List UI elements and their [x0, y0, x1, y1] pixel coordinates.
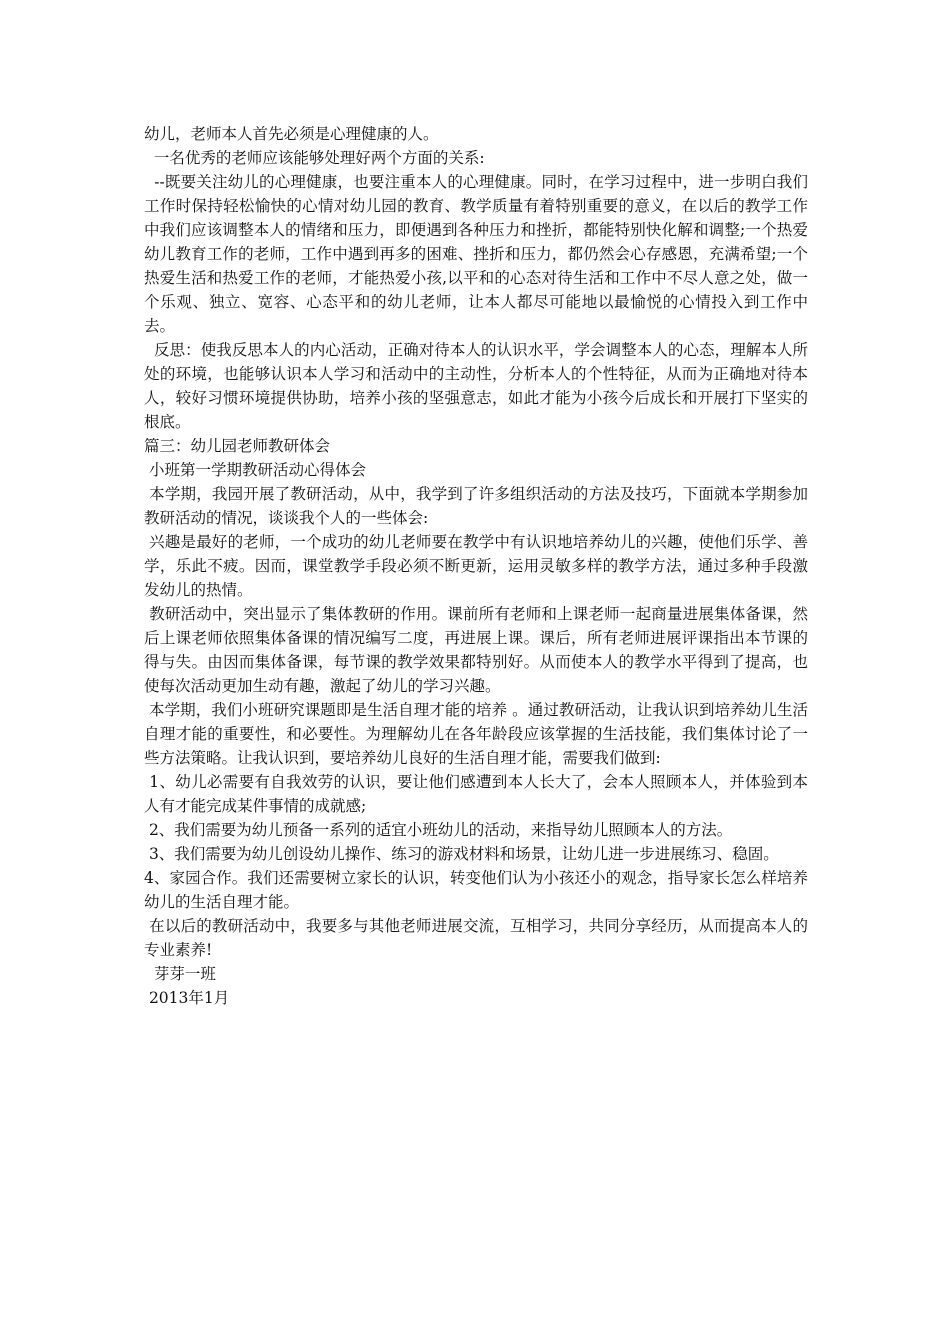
list-item: 2、我们需要为幼儿预备一系列的适宜小班幼儿的活动，来指导幼儿照顾本人的方法。	[144, 821, 733, 839]
signature-class: 芽芽一班	[144, 965, 216, 983]
paragraph: 本学期，我园开展了教研活动，从中，我学到了许多组织活动的方法及技巧，下面就本学期参加教研活动的情况，谈谈我个人的一些体会:	[144, 485, 808, 527]
section-subheading: 小班第一学期教研活动心得体会	[144, 461, 366, 479]
list-item: 3、我们需要为幼儿创设幼儿操作、练习的游戏材料和场景，让幼儿进一步进展练习、稳固。	[144, 845, 779, 863]
paragraph: 幼儿，老师本人首先必须是心理健康的人。	[144, 125, 439, 143]
paragraph: 教研活动中，突出显示了集体教研的作用。课前所有老师和上课老师一起商量进展集体备课，然后上课老师依照集体备课的情况编写二度，再进展上课。课后，所有老师进展评课指出本节课的得与失。由因而集体备课，每节课的教学效果都特别好。从而使本人的教学水平得到了提高，也使每次活动更加生动有趣，激起了幼儿的学习兴趣。	[144, 605, 808, 695]
section-heading: 篇三：幼儿园老师教研体会	[144, 437, 331, 455]
paragraph: 兴趣是最好的老师，一个成功的幼儿老师要在教学中有认识地培养幼儿的兴趣，使他们乐学、善学，乐此不疲。因而，课堂教学手段必须不断更新，运用灵敏多样的教学方法，通过多种手段激发幼儿的热情。	[144, 533, 808, 599]
document-body	[144, 122, 808, 1010]
paragraph: 一名优秀的老师应该能够处理好两个方面的关系:	[144, 149, 485, 167]
paragraph: 在以后的教研活动中，我要多与其他老师进展交流，互相学习，共同分享经历，从而提高本人的专业素养!	[144, 917, 808, 959]
paragraph: --既要关注幼儿的心理健康，也要注重本人的心理健康。同时，在学习过程中，进一步明白我们工作时保持轻松愉快的心情对幼儿园的教育、教学质量有着特别重要的意义，在以后的教学工作中我们应该调整本人的情绪和压力，即便遇到各种压力和挫折，都能特别快化解和调整;一个热爱幼儿教育工作的老师，工作中遇到再多的困难、挫折和压力，都仍然会心存感恩，充满希望;一个热爱生活和热爱工作的老师，才能热爱小孩,以平和的心态对待生活和工作中不尽人意之处，做一个乐观、独立、宽容、心态平和的幼儿老师，让本人都尽可能地以最愉悦的心情投入到工作中去。	[144, 173, 808, 335]
list-item: 1、幼儿必需要有自我效劳的认识，要让他们感遭到本人长大了，会本人照顾本人，并体验到本人有才能完成某件事情的成就感;	[144, 773, 808, 815]
paragraph: 本学期，我们小班研究课题即是生活自理才能的培养 。通过教研活动，让我认识到培养幼儿生活自理才能的重要性，和必要性。为理解幼儿在各年龄段应该掌握的生活技能，我们集体讨论了一些方法策略。让我认识到，要培养幼儿良好的生活自理才能，需要我们做到:	[144, 701, 808, 767]
paragraph: 反思：使我反思本人的内心活动，正确对待本人的认识水平，学会调整本人的心态，理解本人所处的环境，也能够认识本人学习和活动中的主动性，分析本人的个性特征，从而为正确地对待本人，较好习惯环境提供协助，培养小孩的坚强意志，如此才能为小孩今后成长和开展打下坚实的根底。	[144, 341, 808, 431]
signature-date: 2013年1月	[144, 989, 230, 1007]
list-item: 4、家园合作。我们还需要树立家长的认识，转变他们认为小孩还小的观念，指导家长怎么样培养幼儿的生活自理才能。	[144, 869, 808, 911]
